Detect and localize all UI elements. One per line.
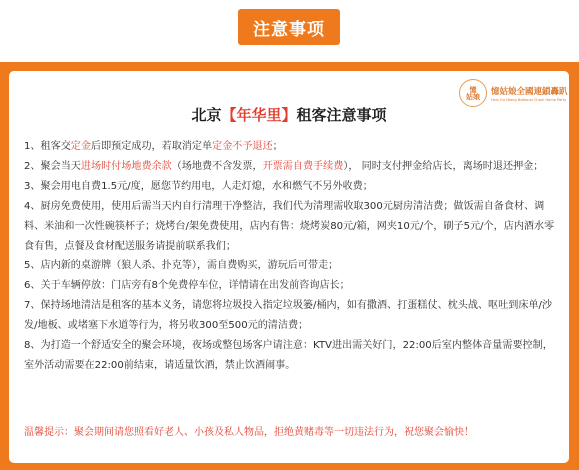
rule-text: 8、为打造一个舒适安全的聚会环境，夜场或整包场客户请注意：KTV进出需关好门，22:00后室内整体音量需要控制，室外活动需要在22:00前结束，请适量饮酒，禁止饮酒闹事。 [24, 340, 553, 371]
rule-text: 4、厨房免费使用，使用后需当天内自行清理干净整洁，我们代为清理需收取300元厨房清洁费；做饭需自备食材、调料、米油和一次性碗筷杯子；烧烤台/架免费使用，店内有售：烧烤炭80元/箱，网夹10元/个，刷子5元/个，店内酒水零食有售，点餐及食材配送服务请提前联系我们； [24, 200, 555, 252]
title-venue: 【年华里】 [221, 106, 297, 124]
rule-text: 后即预定成功，若取消定单 [90, 141, 213, 152]
rule-item [24, 276, 562, 296]
rule-text: 2、聚会当天 [24, 160, 81, 172]
rule-item [24, 296, 562, 336]
rule-text: 6、关于车辆停放：门店旁有8个免费停车位，详情请在出发前咨询店长； [24, 280, 350, 292]
rule-text: 1、租客交 [24, 141, 71, 152]
notice-card [9, 71, 569, 463]
rule-highlight: 进场时付场地费余款 [80, 160, 172, 172]
brand-logo [459, 79, 568, 107]
rule-item [24, 177, 562, 197]
brand-mark-icon: 憶 姑娘 [459, 79, 487, 107]
brand-name-en: Hsin Gu Niang National Chain Home Party [491, 97, 567, 102]
rule-text: 7、保持场地清洁是租客的基本义务，请您将垃圾投入指定垃圾篓/桶内，如有撒酒、打蛋糕仗、枕头战、呕吐到床单/沙发/地板、或堵塞下水道等行为，将另收300至500元的清洁费； [24, 300, 553, 332]
rule-text: （场地费不含发票， [171, 160, 263, 172]
rule-item [24, 157, 562, 177]
rule-text: 3、聚会用电自费1.5元/度，愿您节约用电，人走灯熄，水和燃气不另外收费； [24, 180, 373, 192]
rule-text: 5、店内新的桌游牌（狼人杀、扑克等），需自费购买，游玩后可带走； [24, 260, 339, 272]
rule-item [24, 256, 562, 276]
rule-text: ）， 同时支付押金给店长，离场时退还押金； [343, 160, 544, 172]
rule-item [24, 197, 562, 257]
brand-name: 憶姑娘全國連鎖轟趴 [491, 86, 568, 97]
rule-item [24, 137, 562, 157]
section-header-badge [238, 9, 340, 45]
warm-tip: 温馨提示：聚会期间请您照看好老人、小孩及私人物品，拒绝黄赌毒等一切违法行为，祝您聚会愉快！ [24, 427, 474, 438]
rule-item [24, 336, 562, 376]
section-header-text: 注意事项 [253, 19, 325, 40]
rule-text: ； [272, 141, 283, 152]
rule-highlight: 定金 [70, 141, 91, 152]
title-suffix: 租客注意事项 [296, 106, 387, 124]
page-title [9, 104, 569, 125]
title-city: 北京 [191, 106, 222, 124]
rule-highlight: 开票需自费手续费 [262, 160, 344, 172]
rule-highlight: 定金不予退还 [212, 141, 273, 152]
rules-list [24, 137, 562, 376]
